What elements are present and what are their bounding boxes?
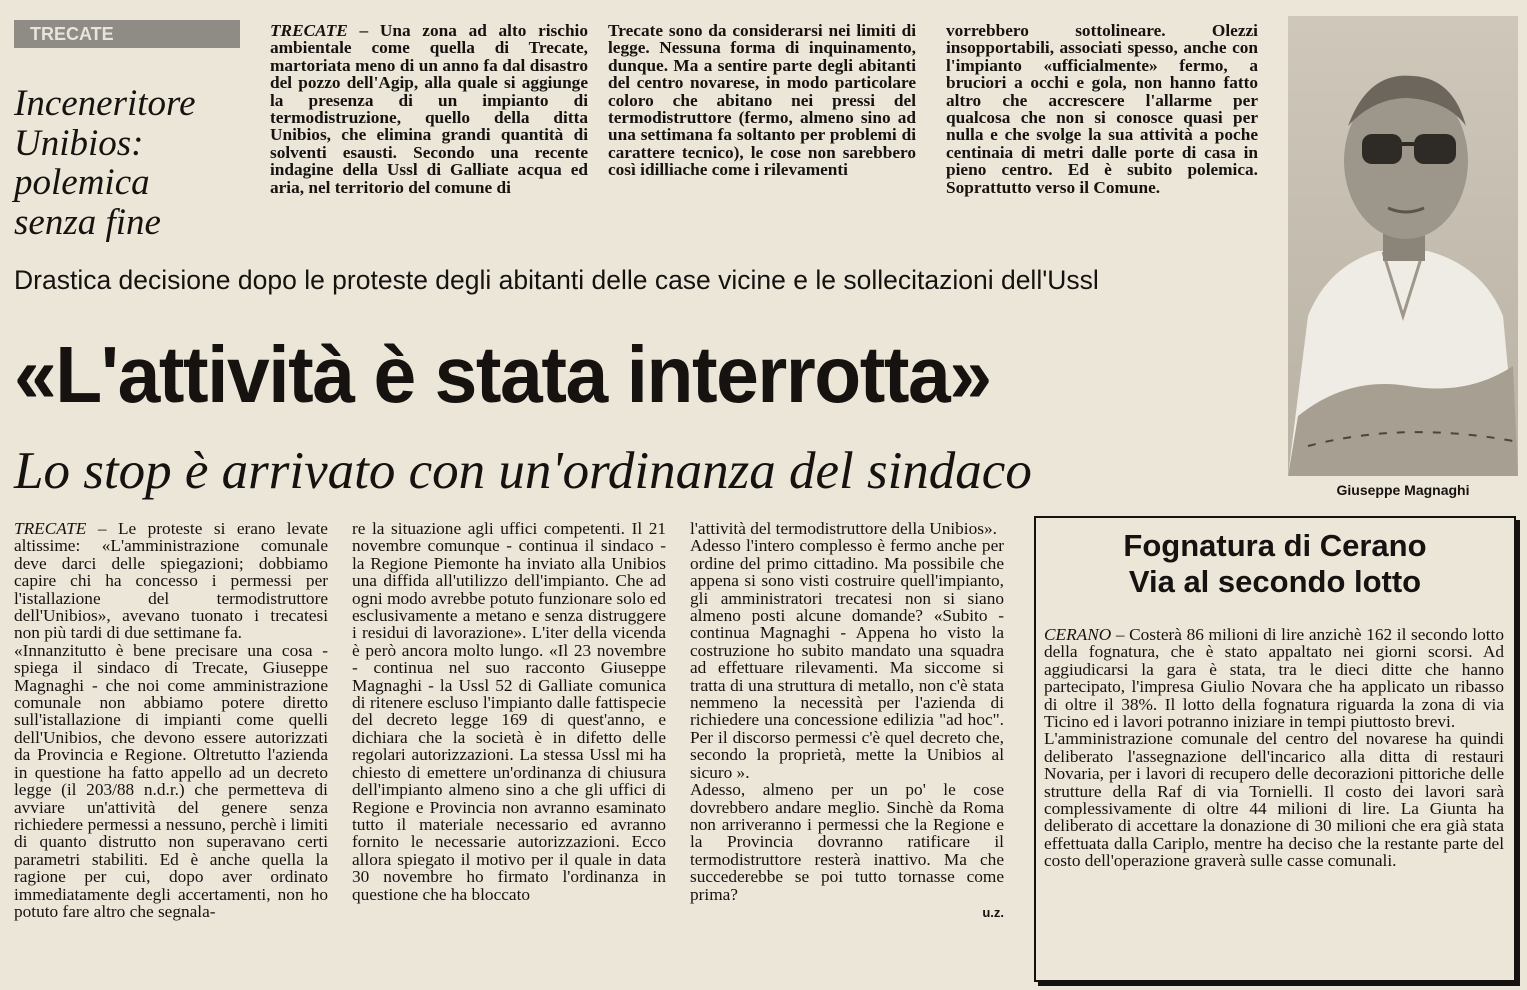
box-title [1036, 528, 1514, 600]
box-body [1044, 626, 1504, 870]
box-text: L'amministrazione comunale del centro del novarese ha quindi deliberato l'assegnazione dell'incarico alla ditta di restauri Novaria, per i lavori di recupero delle decorazioni pittoriche delle strutture della Raf di via Tornielli. Il costo dei lavori sarà complessivamente di oltre 44 milioni di lire. La Giunta ha deliberato di accettare la donazione di 30 milioni che era già stata effettuata dalla Cariplo, mentre ha deciso che la restante parte del costo dell'operazione graverà sulle casse comunali. [1044, 729, 1504, 871]
article-text: – Le proteste si erano levate altissime: «L'amministrazione comunale deve darci delle spiegazioni; dobbiamo capire chi ha concesso i permessi per l'istallazione del termodistruttore dell'Unibios», avevano tuonato i trecatesi non più tardi di due settimane fa. [14, 519, 328, 643]
intro-dateline: TRECATE [270, 21, 348, 40]
article-text: l'attività del termodistruttore della Unibios». [690, 519, 997, 538]
article-text: Adesso l'intero complesso è fermo anche per ordine del primo cittadino. Ma possibile che appena si sono visti costruire quell'impianto, gli amministratori trecatesi non si siano almeno posti alcune domande? «Subito - continua Magnaghi - Appena ho visto la costruzione ho subito mandato una squadra ad effettuare rilevamenti. Ma siccome si tratta di una struttura di metallo, non c'è stata nemmeno la necessità per l'azienda di richiedere una concessione edilizia "ad hoc". Per il discorso permessi c'è quel decreto che, secondo la proprietà, mette la Unibios al sicuro ». [690, 536, 1004, 782]
photo-caption: Giuseppe Magnaghi [1336, 482, 1470, 498]
box-dateline: CERANO [1044, 625, 1112, 644]
intro-text: – Una zona ad alto rischio ambientale come quella di Trecate, martoriata meno di un anno fa dal disastro del pozzo dell'Agip, alla quale si aggiunge la presenza di un impianto di termodistruzione, quello della ditta Unibios, che elimina grandi quantità di solventi esausti. Secondo una recente indagine della Ussl di Galliate acqua ed aria, nel territorio del comune di [270, 21, 589, 197]
intro-column-3 [946, 22, 1258, 196]
side-title-line: senza fine [14, 201, 161, 243]
subheadline: Lo stop è arrivato con un'ordinanza del sindaco [14, 442, 1032, 500]
headline: «L'attività è stata interrotta» [14, 330, 991, 419]
intro-column-1 [270, 22, 588, 196]
side-title-line: Unibios: [14, 122, 144, 164]
box-title-line: Fognatura di Cerano [1123, 528, 1427, 563]
side-title-line: polemica [14, 162, 150, 203]
article-dateline: TRECATE [14, 519, 87, 538]
intro-text: vorrebbero sottolineare. Olezzi insopportabili, associati spesso, anche con l'impianto «ufficialmente» fermo, a bruciori a occhi e gola, non hanno fatto altro che accrescere l'allarme per qualcosa che non si conosce quasi per nulla e che svolge la sua attività a poche centinaia di metri dalle porte di casa in pieno centro. Ed è subito polemica. Soprattutto verso il Comune. [946, 21, 1258, 197]
intro-text: Trecate sono da considerarsi nei limiti di legge. Nessuna forma di inquinamento, dunque. Ma a sentire parte degli abitanti del centro novarese, in modo particolare coloro che abitano nei pressi del termodistruttore (fermo, almeno sino ad una settimana fa soltanto per problemi di carattere tecnico), le cose non sarebbero così idilliache come i rilevamenti [608, 21, 916, 180]
portrait-photo [1288, 16, 1518, 476]
section-kicker: TRECATE [14, 20, 240, 48]
sidebar-news-box [1034, 516, 1516, 982]
intro-column-2 [608, 22, 916, 179]
article-text: Adesso, almeno per un po' le cose dovrebbero andare meglio. Sinchè da Roma non arriveranno i permessi che la Regione e la Provincia dovranno ratificare il termodistruttore resterà inattivo. Ma che succederebbe se poi tutto tornasse come prima? [690, 780, 1004, 904]
article-column-1 [14, 520, 328, 920]
pretitle: Drastica decisione dopo le proteste degli abitanti delle case vicine e le sollecitazioni dell'Ussl [14, 265, 1099, 295]
portrait-photo-illustration [1288, 16, 1518, 476]
box-text: – Costerà 86 milioni di lire anzichè 162 il secondo lotto della fognatura, che è stato appaltato nei giorni scorsi. Ad aggiudicarsi la gara è stata, tra le dieci ditte che hanno partecipato, l'impresa Giulio Novara che ha applicato un ribasso di oltre il 38%. Il lotto della fognatura riguarda la zona di via Ticino ed i lavori potranno iniziare in tempi piuttosto brevi. [1044, 625, 1504, 732]
side-title [14, 84, 244, 242]
side-title-line: Inceneritore [14, 83, 196, 124]
box-title-line: Via al secondo lotto [1128, 564, 1422, 599]
author-signature: u.z. [982, 904, 1004, 920]
article-column-2 [352, 520, 666, 903]
article-text: «Innanzitutto è bene precisare una cosa - spiega il sindaco di Trecate, Giuseppe Magnaghi - che noi come amministrazione comunale non abbiamo potere diretto sull'istallazione di impianti come quelli dell'Unibios, che devono essere autorizzati da Provincia e Regione. Oltretutto l'azienda in questione ha fatto appello ad un decreto legge (il 203/88 n.d.r.) che permetteva di avviare un'attività del genere senza richiedere permessi a nessuno, perchè i limiti di quanto distrutto non superavano certi parametri stabiliti. Ed è anche quella la ragione per cui, dopo aver ordinato immediatamente degli accertamenti, non ho potuto fare altro che segnala- [14, 640, 328, 921]
article-text: re la situazione agli uffici competenti. Il 21 novembre comunque - continua il sindaco - la Regione Piemonte ha inviato alla Unibios una diffida all'utilizzo dell'impianto. Che ad ogni modo avrebbe potuto funzionare solo ed esclusivamente a metano e senza distruggere i residui di lavorazione». L'iter della vicenda è però ancora molto lungo. «Il 23 novembre - continua nel suo racconto Giuseppe Magnaghi - la Ussl 52 di Galliate comunica di ritenere escluso l'impianto dalle fattispecie del decreto legge 169 di quest'anno, e dichiara che la società è in difetto delle regolari autorizzazioni. La stessa Ussl mi ha chiesto di emettere un'ordinanza di chiusura dell'impianto almeno sino a che gli uffici di Regione e Provincia non avranno esaminato tutto il materiale necessario ed avranno fornito le necessarie autorizzazioni. Ecco allora spiegato il motivo per il quale in data 30 novembre ho firmato l'ordinanza in questione che ha bloccato [352, 519, 666, 904]
article-column-3 [690, 520, 1004, 921]
